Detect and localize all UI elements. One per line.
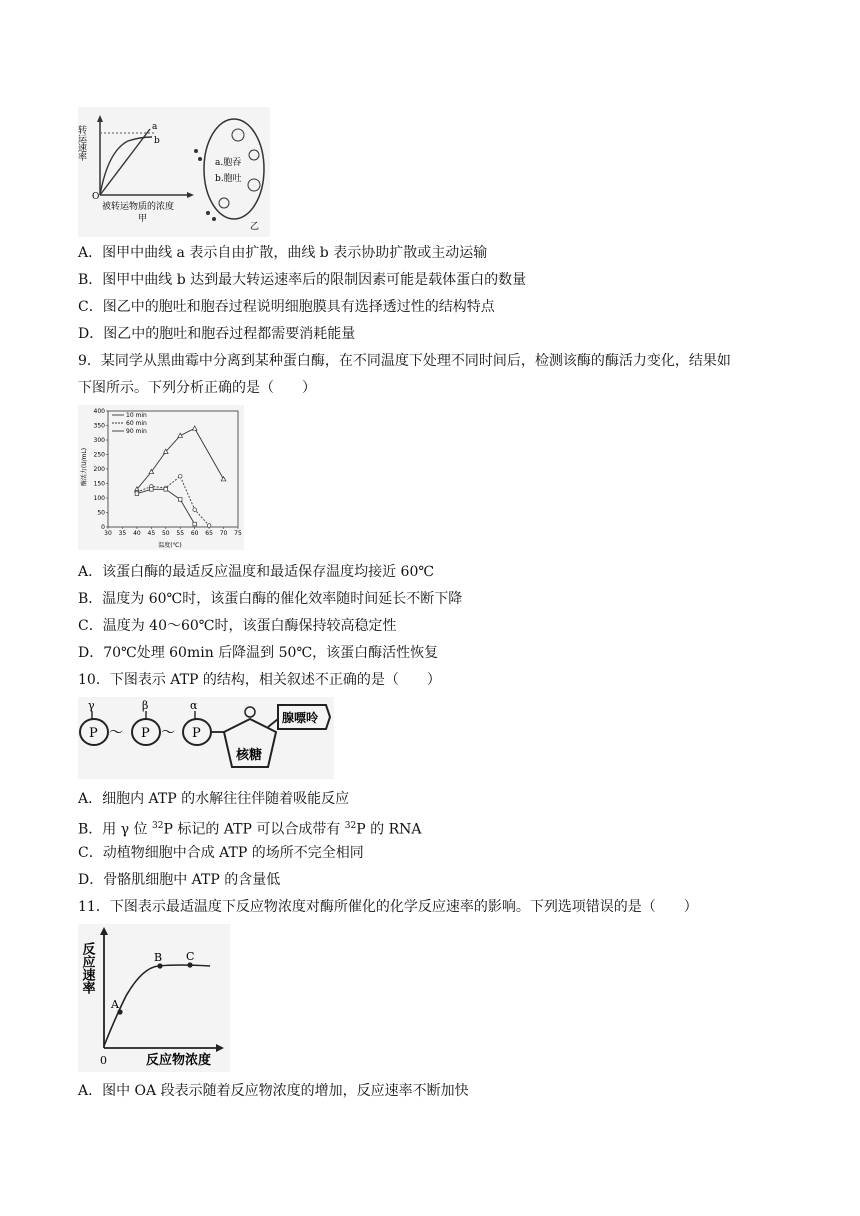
legend-10min: 10 min — [126, 412, 147, 419]
q10-option-c: C．动植物细胞中合成 ATP 的场所不完全相同 — [78, 845, 364, 861]
origin-label: O — [92, 192, 100, 202]
q9-xtick-label: 60 — [190, 530, 199, 537]
q9-ytick-label: 100 — [93, 495, 105, 502]
beta-label: β — [142, 699, 149, 712]
q9-option-c: C．温度为 40～60℃时，该蛋白酶保持较高稳定性 — [78, 618, 397, 634]
svg-text:P: P — [192, 726, 201, 741]
q9-x-axis-label: 温度(℃) — [158, 542, 182, 549]
q10-option-a: A．细胞内 ATP 的水解往往伴随着吸能反应 — [78, 791, 350, 807]
label-c: C — [186, 950, 195, 963]
q9-chart — [78, 405, 244, 550]
caption-yi: 乙 — [250, 222, 260, 232]
legend-60min: 60 min — [126, 420, 147, 427]
q11-x-axis-label: 反应物浓度 — [146, 1053, 212, 1068]
q9-point — [164, 488, 168, 492]
curve-a-line — [100, 129, 150, 195]
q9-ytick-label: 300 — [93, 437, 105, 444]
x-axis-label: 被转运物质的浓度 — [102, 202, 175, 212]
q9-xtick-label: 75 — [234, 530, 242, 537]
svg-text:P: P — [89, 726, 98, 741]
cell-a-label: a.胞吞 — [215, 158, 242, 168]
q9-xtick-label: 55 — [176, 530, 185, 537]
alpha-label: α — [190, 699, 198, 712]
q9-xtick-label: 30 — [104, 530, 112, 537]
curve-b-label: b — [154, 136, 160, 146]
q9-point — [193, 522, 197, 526]
q10-option-d: D．骨骼肌细胞中 ATP 的含量低 — [78, 872, 281, 888]
q9-ytick-label: 0 — [101, 524, 105, 531]
q9-option-b: B．温度为 60℃时，该蛋白酶的催化效率随时间延长不断下降 — [78, 591, 463, 607]
q10-atp-figure — [78, 697, 334, 779]
q8-figure — [78, 107, 270, 237]
q9-point — [150, 488, 154, 492]
cell-b-label: b.胞吐 — [215, 174, 242, 184]
gamma-label: γ — [88, 699, 95, 712]
adenine-label: 腺嘌呤 — [282, 711, 319, 725]
q9-ytick-label: 50 — [97, 509, 105, 517]
q9-y-axis-label: 酶活力(U/mL) — [81, 447, 88, 487]
q11-stem: 11．下图表示最适温度下反应物浓度对酶所催化的化学反应速率的影响。下列选项错误的是（ ） — [78, 899, 698, 915]
q9-ytick-label: 250 — [93, 451, 105, 459]
q9-ytick-label: 350 — [93, 422, 105, 430]
q9-xtick-label: 50 — [161, 530, 170, 537]
q9-xtick-label: 70 — [219, 530, 228, 537]
q9-point — [193, 508, 197, 512]
q9-option-d: D．70℃处理 60min 后降温到 50℃，该蛋白酶活性恢复 — [78, 645, 439, 661]
q9-xtick-label: 35 — [118, 530, 127, 537]
point-c — [187, 962, 192, 967]
q9-xtick-label: 40 — [133, 530, 141, 537]
bond-tilde-2: ～ — [161, 725, 175, 741]
ribose-label: 核糖 — [236, 748, 263, 763]
y-axis-label: 转运速率 — [76, 125, 86, 161]
q11-figure — [78, 924, 230, 1072]
q8-option-b: B．图甲中曲线 b 达到最大转运速率后的限制因素可能是载体蛋白的数量 — [78, 272, 527, 288]
q8-option-d: D．图乙中的胞吐和胞吞过程都需要消耗能量 — [78, 326, 356, 342]
q10-option-b: B．用 γ 位 $^{32}$P 标记的 ATP 可以合成带有 $^{32}$P 的 RNA — [78, 821, 422, 838]
legend-90min: 90 min — [126, 428, 147, 435]
label-a: A — [111, 998, 119, 1011]
q9-xtick-label: 65 — [205, 530, 213, 537]
q9-ytick-label: 200 — [93, 466, 105, 473]
svg-text:P: P — [141, 726, 150, 741]
cell-membrane — [204, 119, 264, 219]
q9-series-line — [137, 476, 209, 525]
curve-b-line — [100, 137, 152, 195]
q9-point — [135, 492, 139, 496]
q9-point — [178, 474, 182, 478]
point-b — [157, 963, 162, 968]
q9-option-a: A．该蛋白酶的最适反应温度和最适保存温度均接近 60℃ — [78, 564, 435, 580]
caption-jia: 甲 — [138, 214, 148, 224]
q11-y-axis-label: 反应速率 — [79, 942, 95, 994]
rate-curve — [104, 965, 210, 1046]
q9-point — [192, 426, 197, 430]
q9-ytick-label: 150 — [93, 480, 105, 488]
q11-origin: 0 — [100, 1054, 107, 1067]
q11-option-a: A．图中 OA 段表示随着反应物浓度的增加，反应速率不断加快 — [78, 1083, 469, 1099]
q8-option-a: A．图甲中曲线 a 表示自由扩散，曲线 b 表示协助扩散或主动运输 — [78, 245, 488, 261]
q9-xtick-label: 45 — [147, 530, 156, 537]
label-b: B — [154, 951, 163, 964]
q9-point — [221, 477, 226, 481]
q9-point — [207, 524, 211, 528]
q8-option-c: C．图乙中的胞吐和胞吞过程说明细胞膜具有选择透过性的结构特点 — [78, 299, 495, 315]
q9-ytick-label: 400 — [93, 408, 105, 415]
q9-stem-line1: 9．某同学从黑曲霉中分离到某种蛋白酶，在不同温度下处理不同时间后，检测该酶的酶活力变化，结果如 — [78, 353, 731, 369]
q10-stem: 10．下图表示 ATP 的结构，相关叙述不正确的是（ ） — [78, 672, 441, 688]
q9-series-line — [137, 489, 195, 524]
q9-point — [178, 498, 182, 502]
bond-tilde-1: ～ — [109, 725, 123, 741]
curve-a-label: a — [152, 122, 158, 132]
q9-stem-line2: 下图所示。下列分析正确的是（ ） — [78, 380, 316, 396]
